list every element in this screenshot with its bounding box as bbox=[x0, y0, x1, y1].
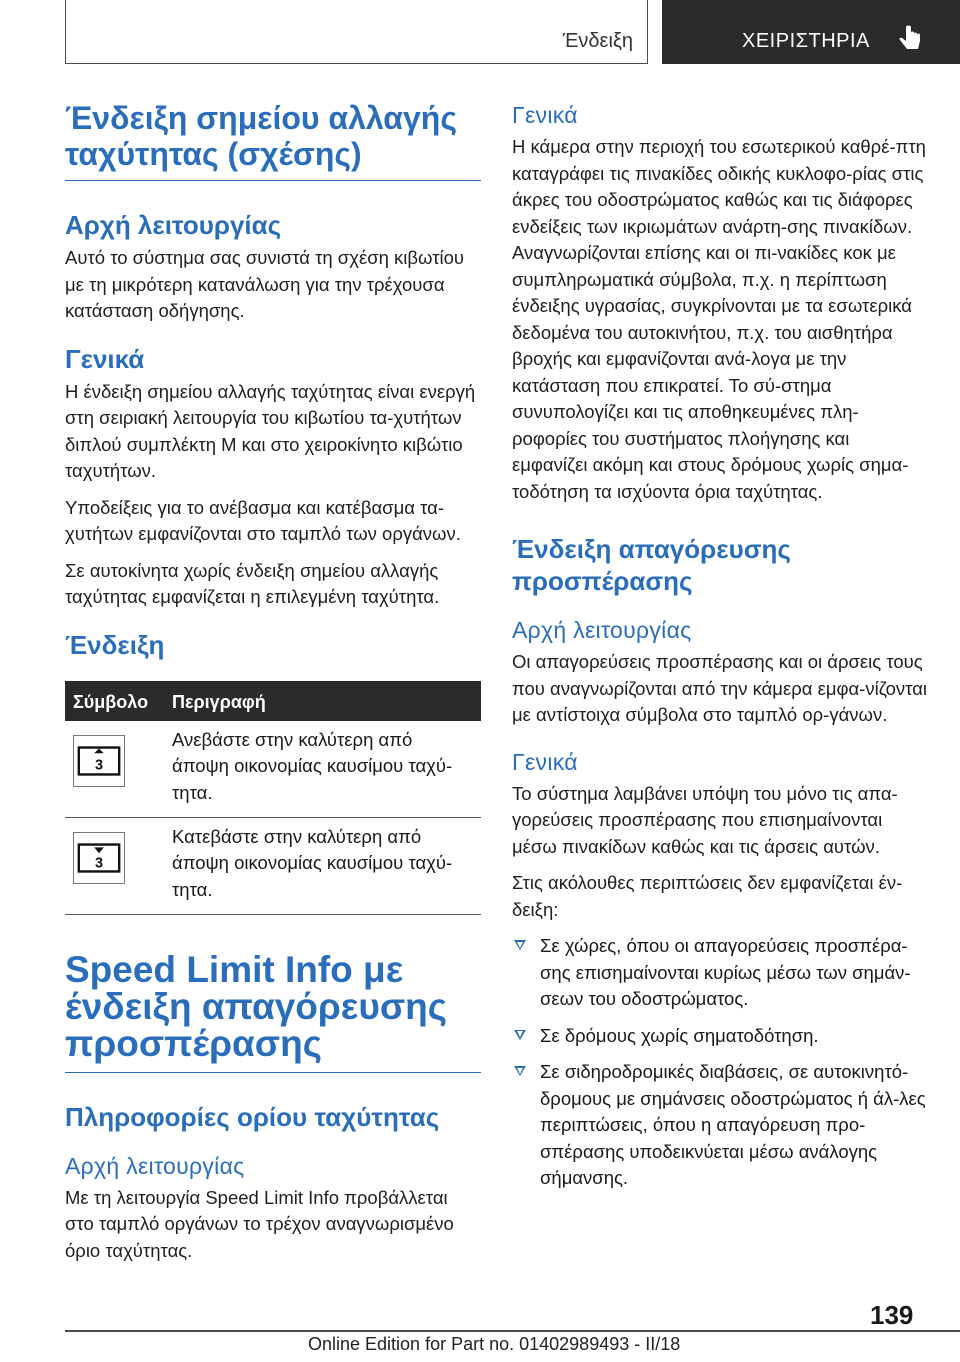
paragraph-principle-3: Οι απαγορεύσεις προσπέρασης και οι άρσεις τους που αναγνωρίζονται από την κάμερα εμφα-νίζονται με αντίστοιχα σύμβολα στο ταμπλό ορ-γάνων. bbox=[512, 651, 928, 725]
paragraph-general-5: Στις ακόλουθες περιπτώσεις δεν εμφανίζεται έν-δειξη: bbox=[512, 872, 903, 920]
triangle-bullet-icon bbox=[514, 1066, 526, 1076]
upshift-arrow-icon bbox=[73, 735, 125, 787]
section-title-speed-limit-info: Speed Limit Info με ένδειξη απαγόρευσης προσπέρασης bbox=[65, 951, 481, 1073]
heading-principle-1: Αρχή λειτουργίας bbox=[65, 210, 282, 240]
header-chapter-title: ΧΕΙΡΙΣΤΗΡΙΑ bbox=[742, 30, 870, 52]
symbol-table bbox=[65, 681, 481, 915]
heading-principle-3: Αρχή λειτουργίας bbox=[512, 617, 692, 643]
hand-pointer-icon bbox=[894, 24, 924, 54]
downshift-arrow-icon bbox=[73, 832, 125, 884]
table-col-symbol: Σύμβολο bbox=[73, 691, 149, 712]
heading-general-2: Γενικά bbox=[512, 102, 578, 128]
list-item: Σε δρόμους χωρίς σηματοδότηση. bbox=[512, 1023, 928, 1050]
header-chapter-box[interactable] bbox=[662, 0, 960, 64]
table-cell-desc: Ανεβάστε στην καλύτερη από άποψη οικονομίας καυσίμου ταχύ-τητα. bbox=[172, 728, 453, 803]
list-item: Σε χώρες, όπου οι απαγορεύσεις προσπέρα-σης επισημαίνονται κυρίως μέσω των σημάν-σεων του οδοστρώματος. bbox=[512, 933, 928, 1013]
table-row bbox=[65, 721, 481, 818]
paragraph-principle-2: Με τη λειτουργία Speed Limit Info προβάλλεται στο ταμπλό οργάνων το τρέχον αναγνωρισμένο όριο ταχύτητας. bbox=[65, 1186, 454, 1261]
heading-speed-limit-info: Πληροφορίες ορίου ταχύτητας bbox=[65, 1101, 440, 1132]
left-column bbox=[65, 100, 481, 1264]
table-col-description: Περιγραφή bbox=[172, 691, 266, 712]
footer-divider bbox=[65, 1330, 960, 1332]
heading-general-3: Γενικά bbox=[512, 748, 578, 775]
edition-text: Online Edition for Part no. 01402989493 - II/18 bbox=[308, 1334, 681, 1354]
triangle-bullet-icon bbox=[514, 940, 526, 950]
table-cell-desc: Κατεβάστε στην καλύτερη από άποψη οικονομίας καυσίμου ταχύ-τητα. bbox=[172, 825, 453, 900]
section-title-gear-indicator: Ένδειξη σημείου αλλαγής ταχύτητας (σχέσης) bbox=[65, 100, 481, 181]
table-row bbox=[65, 818, 481, 915]
heading-principle-2: Αρχή λειτουργίας bbox=[65, 1152, 245, 1179]
gear-digit: 3 bbox=[94, 855, 104, 872]
triangle-bullet-icon bbox=[514, 1030, 526, 1040]
heading-display: Ένδειξη bbox=[65, 629, 165, 660]
header-section-title: Ένδειξη bbox=[562, 30, 633, 52]
paragraph-general-4: Το σύστημα λαμβάνει υπόψη του μόνο τις απα-γορεύσεις προσπέρασης που επισημαίνονται μέσω πινακίδων καθώς και τις άρσεις αυτών. bbox=[512, 782, 898, 857]
paragraph-principle-1: Αυτό το σύστημα σας συνιστά τη σχέση κιβωτίου με τη μικρότερη κατανάλωση για την τρέχουσα κατάσταση οδήγησης. bbox=[65, 247, 465, 321]
exceptions-list bbox=[512, 933, 928, 1192]
page-number: 139 bbox=[870, 1300, 914, 1330]
paragraph-general-1: Η ένδειξη σημείου αλλαγής ταχύτητας είναι ενεργή στη σειριακή λειτουργία του κιβωτίου τα-χυτήτων διπλού συμπλέκτη M και στο χειροκίνητο κιβώτιο ταχυτήτων. bbox=[65, 380, 476, 481]
right-column bbox=[512, 100, 928, 1202]
paragraph-camera: Η κάμερα στην περιοχή του εσωτερικού καθρέ-πτη καταγράφει τις πινακίδες οδικής κυκλοφο-ρίας στις άκρες του οδοστρώματος καθώς και τις διάφορες ενδείξεις των ικριωμάτων ανάρτη-σης πινακίδων. Αναγνωρίζονται επίσης και οι πι-νακίδες κοκ με συμπληρωματικά σύμβολα, π.χ. η περίπτωση ένδειξης υγρασίας, συγκρίνονται με τα εσωτερικά δεδομένα του αυτοκινήτου, π.χ. του αισθητήρα βροχής και εμφανίζονται ανά-λογα με την κατάσταση που επικρατεί. Το σύ-στημα συνυπολογίζει και τις αποθηκευμένες πλη-ροφορίες του συστήματος πλοήγησης και εμφανίζει ακόμη και στους δρόμους χωρίς σημα-τοδότηση τα ισχύοντα όρια ταχύτητας. bbox=[512, 136, 926, 502]
paragraph-general-2: Υποδείξεις για το ανέβασμα και κατέβασμα τα-χυτήτων εμφανίζονται στο ταμπλό των οργάνων. bbox=[65, 496, 461, 544]
header-section-box bbox=[65, 0, 648, 64]
heading-general-1: Γενικά bbox=[65, 343, 145, 374]
table-header bbox=[65, 681, 481, 721]
heading-no-passing-display: Ένδειξη απαγόρευσης προσπέρασης bbox=[512, 534, 791, 596]
gear-digit: 3 bbox=[94, 757, 104, 774]
list-item: Σε σιδηροδρομικές διαβάσεις, σε αυτοκινητό-δρομους με σημάνσεις οδοστρώματος ή άλ-λες περιπτώσεις, όπου η απαγόρευση προ-σπέρασης υποδεικνύεται μέσω ανάλογης σήμανσης. bbox=[512, 1059, 928, 1192]
paragraph-general-3: Σε αυτοκίνητα χωρίς ένδειξη σημείου αλλαγής ταχύτητας εμφανίζεται η επιλεγμένη ταχύτητα. bbox=[65, 559, 440, 607]
